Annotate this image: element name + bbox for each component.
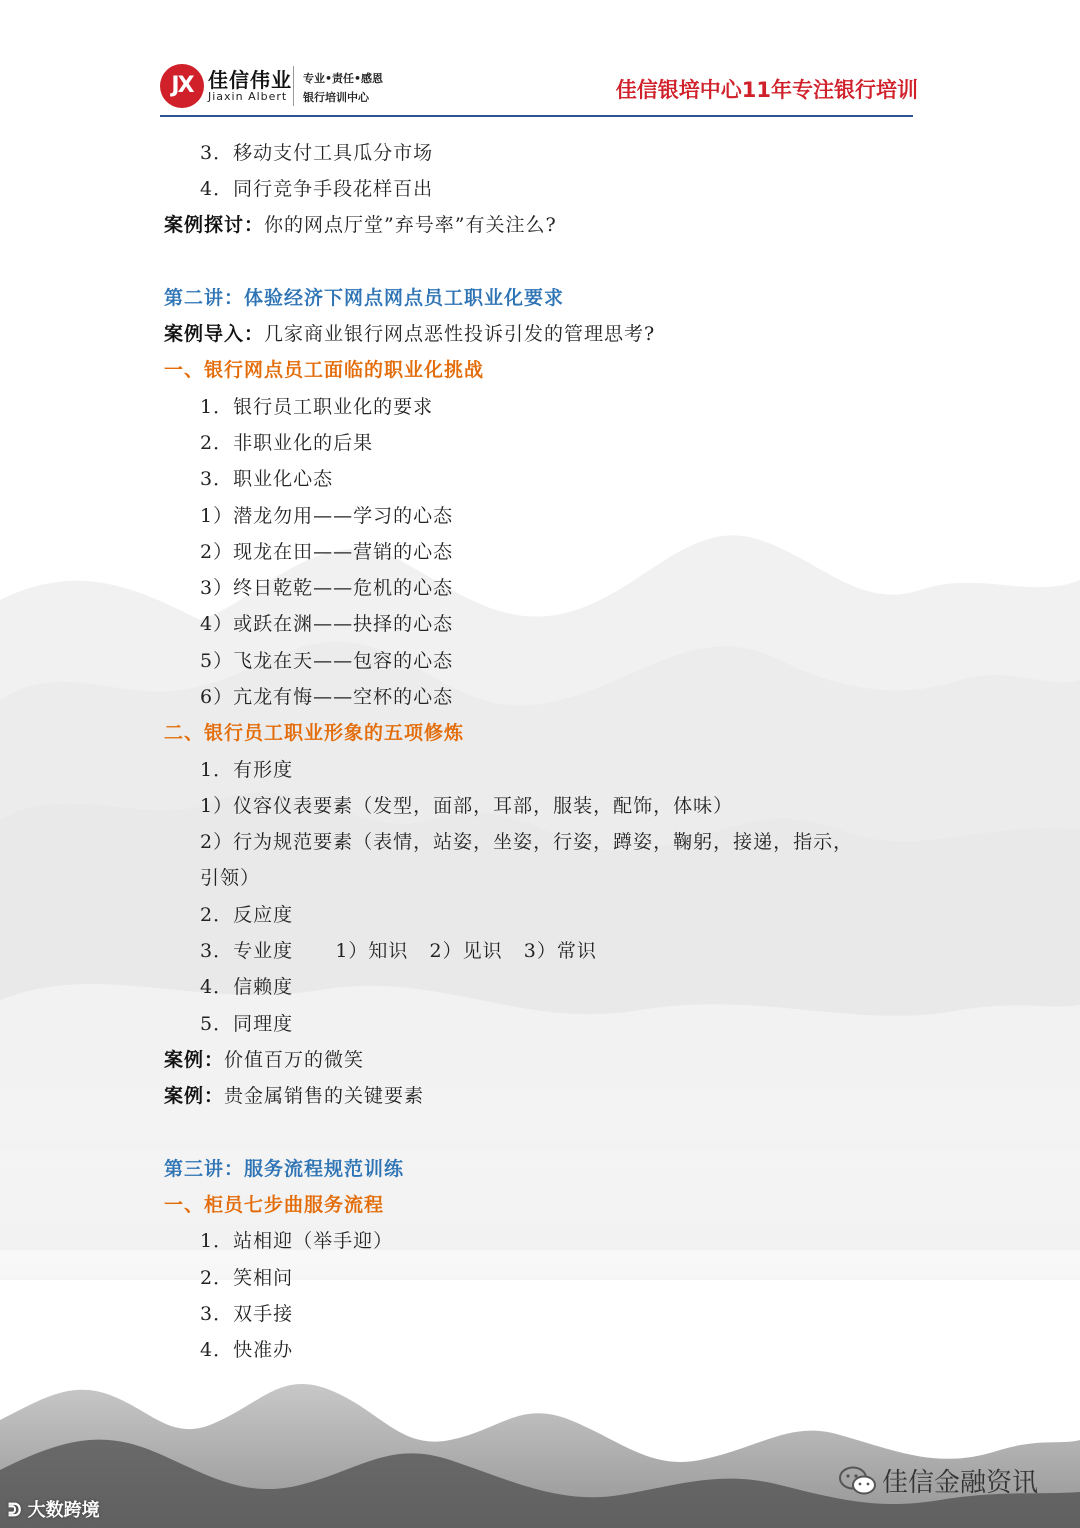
list-item: 4．信赖度 bbox=[200, 976, 294, 998]
section-title: 第二讲：体验经济下网点网点员工职业化要求 bbox=[164, 287, 565, 309]
list-item: 2）行为规范要素（表情，站姿，坐姿，行姿，蹲姿，鞠躬，接递，指示， bbox=[200, 831, 854, 853]
case-study-line bbox=[164, 213, 557, 237]
brand-divider bbox=[293, 66, 294, 106]
source-watermark bbox=[8, 1496, 100, 1522]
list-item: 3．职业化心态 bbox=[200, 468, 334, 490]
list-item: 1）潜龙勿用——学习的心态 bbox=[200, 505, 454, 527]
brand-subtitle: 银行培训中心 bbox=[303, 91, 369, 104]
list-item: 4）或跃在渊——抉择的心态 bbox=[200, 613, 454, 635]
case-text: 价值百万的微笑 bbox=[224, 1049, 365, 1071]
list-item: 1．有形度 bbox=[200, 759, 294, 781]
page-header bbox=[160, 60, 920, 120]
watermark-logo-icon: ᕲ bbox=[8, 1500, 28, 1521]
list-item: 2．笑相问 bbox=[200, 1267, 294, 1289]
list-item: 2．非职业化的后果 bbox=[200, 432, 374, 454]
list-item: 1）仪容仪表要素（发型，面部，耳部，服装，配饰，体味） bbox=[200, 795, 734, 817]
list-item: 2．反应度 bbox=[200, 904, 294, 926]
watermark-text: 大数跨境 bbox=[27, 1500, 100, 1521]
list-item: 3．双手接 bbox=[200, 1303, 294, 1325]
list-item: 5）飞龙在天——包容的心态 bbox=[200, 650, 454, 672]
case-label: 案例： bbox=[164, 1085, 225, 1107]
brand-name-en: Jiaxin Albert bbox=[208, 90, 288, 103]
case-study-line bbox=[164, 1048, 364, 1072]
subsection-heading: 一、银行网点员工面临的职业化挑战 bbox=[164, 359, 485, 381]
list-item: 1．站相迎（举手迎） bbox=[200, 1230, 394, 1252]
list-item: 4．快准办 bbox=[200, 1339, 294, 1361]
case-text: 贵金属销售的关键要素 bbox=[224, 1085, 425, 1107]
subsection-heading: 二、银行员工职业形象的五项修炼 bbox=[164, 722, 465, 744]
wechat-icon bbox=[838, 1465, 878, 1497]
list-item: 4．同行竞争手段花样百出 bbox=[200, 178, 434, 200]
list-item: 6）亢龙有悔——空杯的心态 bbox=[200, 686, 454, 708]
list-item: 5．同理度 bbox=[200, 1013, 294, 1035]
brand-tagline: 专业•责任•感恩 bbox=[303, 72, 384, 85]
brand-name-cn: 佳信伟业 bbox=[208, 68, 292, 92]
list-item-continuation: 引领） bbox=[200, 867, 261, 889]
section-title: 第三讲：服务流程规范训练 bbox=[164, 1158, 405, 1180]
wechat-watermark bbox=[838, 1462, 1038, 1499]
list-item: 3．专业度 1）知识 2）见识 3）常识 bbox=[200, 940, 597, 962]
case-text: 你的网点厅堂”弃号率”有关注么? bbox=[264, 214, 557, 236]
brand-logo: JX bbox=[160, 64, 204, 108]
list-item: 3）终日乾乾——危机的心态 bbox=[200, 577, 454, 599]
case-study-line bbox=[164, 1084, 424, 1108]
case-text: 几家商业银行网点恶性投诉引发的管理思考? bbox=[264, 323, 656, 345]
list-item: 1．银行员工职业化的要求 bbox=[200, 396, 434, 418]
list-item: 3．移动支付工具瓜分市场 bbox=[200, 142, 434, 164]
list-item: 2）现龙在田——营销的心态 bbox=[200, 541, 454, 563]
case-label: 案例探讨： bbox=[164, 214, 265, 236]
case-label: 案例： bbox=[164, 1049, 225, 1071]
header-slogan: 佳信银培中心11年专注银行培训 bbox=[615, 78, 918, 102]
case-study-line bbox=[164, 322, 655, 346]
subsection-heading: 一、柜员七步曲服务流程 bbox=[164, 1194, 385, 1216]
watermark-account-name: 佳信金融资讯 bbox=[882, 1468, 1039, 1498]
header-divider bbox=[160, 115, 913, 117]
case-label: 案例导入： bbox=[164, 323, 265, 345]
